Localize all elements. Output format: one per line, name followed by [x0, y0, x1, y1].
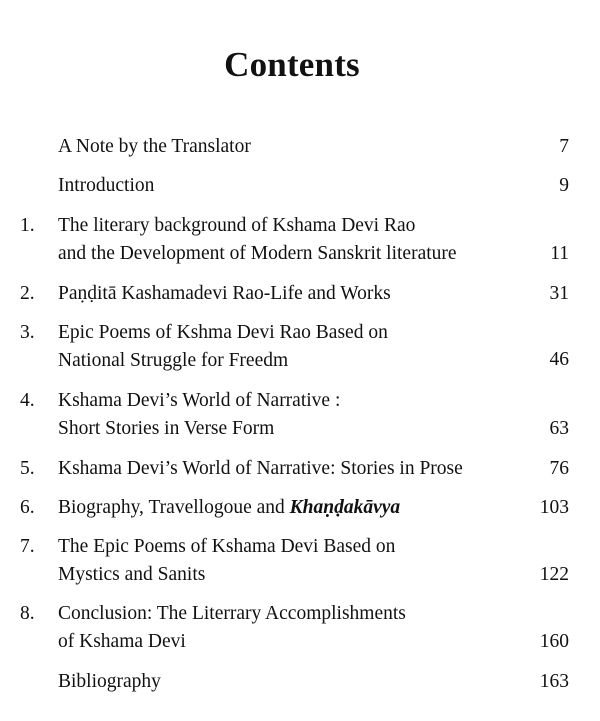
- toc-entry-title-line: Kshama Devi’s World of Narrative :: [58, 390, 341, 411]
- chapter-number: 2.: [20, 283, 35, 304]
- toc-entry-title-line: Short Stories in Verse Form: [58, 417, 275, 439]
- chapter-number: 6.: [20, 497, 35, 518]
- toc-entry-title-line: The Epic Poems of Kshama Devi Based on: [58, 536, 396, 557]
- toc-entry-title: [58, 533, 528, 588]
- toc-entry-title-line: Mystics and Sanits: [58, 563, 206, 585]
- toc-page-number: 163: [539, 671, 569, 692]
- toc-entry-title: [58, 319, 528, 374]
- toc-page-number: 31: [549, 283, 569, 304]
- toc-page-number: 9: [559, 175, 569, 196]
- toc-entry-title-line: A Note by the Translator: [58, 136, 251, 157]
- toc-entry-title: [58, 600, 528, 655]
- toc-entry-title-line: Introduction: [58, 175, 155, 196]
- toc-page-number: 122: [539, 564, 569, 585]
- chapter-number: 3.: [20, 322, 35, 343]
- chapter-number: 4.: [20, 390, 35, 411]
- page-title: Contents: [224, 45, 360, 84]
- toc-entry-title: [58, 494, 528, 522]
- chapter-number: 1.: [20, 215, 35, 236]
- chapter-number: 5.: [20, 458, 35, 479]
- chapter-number: 7.: [20, 536, 35, 557]
- toc-page-number: 76: [549, 458, 569, 479]
- toc-page-number: 63: [549, 418, 569, 439]
- toc-entry-title: [58, 212, 528, 267]
- toc-page-number: 11: [550, 243, 569, 264]
- toc-page-number: 7: [559, 136, 569, 157]
- toc-entry-title-line: Kshama Devi’s World of Narrative: Stories in Prose: [58, 458, 463, 479]
- chapter-number: 8.: [20, 603, 35, 624]
- toc-entry-title-line: National Struggle for Freedm: [58, 349, 289, 371]
- toc-page-number: 46: [549, 349, 569, 370]
- toc-entry-title-line: Conclusion: The Literrary Accomplishments: [58, 603, 406, 624]
- toc-entry-title-line: [58, 494, 528, 522]
- toc-entry-title-line: Epic Poems of Kshma Devi Rao Based on: [58, 322, 388, 343]
- toc-entry-title: [58, 172, 528, 200]
- toc-entry-title: [58, 133, 528, 161]
- toc-entry-title-line: and the Development of Modern Sanskrit literature: [58, 242, 457, 264]
- toc-entry-title-line: Bibliography: [58, 671, 161, 692]
- toc-entry-title-line: Paṇḍitā Kashamadevi Rao-Life and Works: [58, 283, 391, 304]
- toc-entry-title: [58, 455, 528, 483]
- toc-entry-title: [58, 387, 528, 442]
- toc-page-number: 103: [539, 497, 569, 518]
- toc-entry-title-line: The literary background of Kshama Devi Rao: [58, 215, 416, 236]
- toc-entry-title-text: Biography, Travellogoue and: [58, 497, 290, 518]
- toc-page-number: 160: [539, 631, 569, 652]
- toc-entry-title: [58, 668, 528, 696]
- toc-entry-title-line: of Kshama Devi: [58, 630, 186, 652]
- toc-entry-title-emphasis: Khaṇḍakāvya: [289, 497, 401, 518]
- toc-entry-title: [58, 280, 528, 308]
